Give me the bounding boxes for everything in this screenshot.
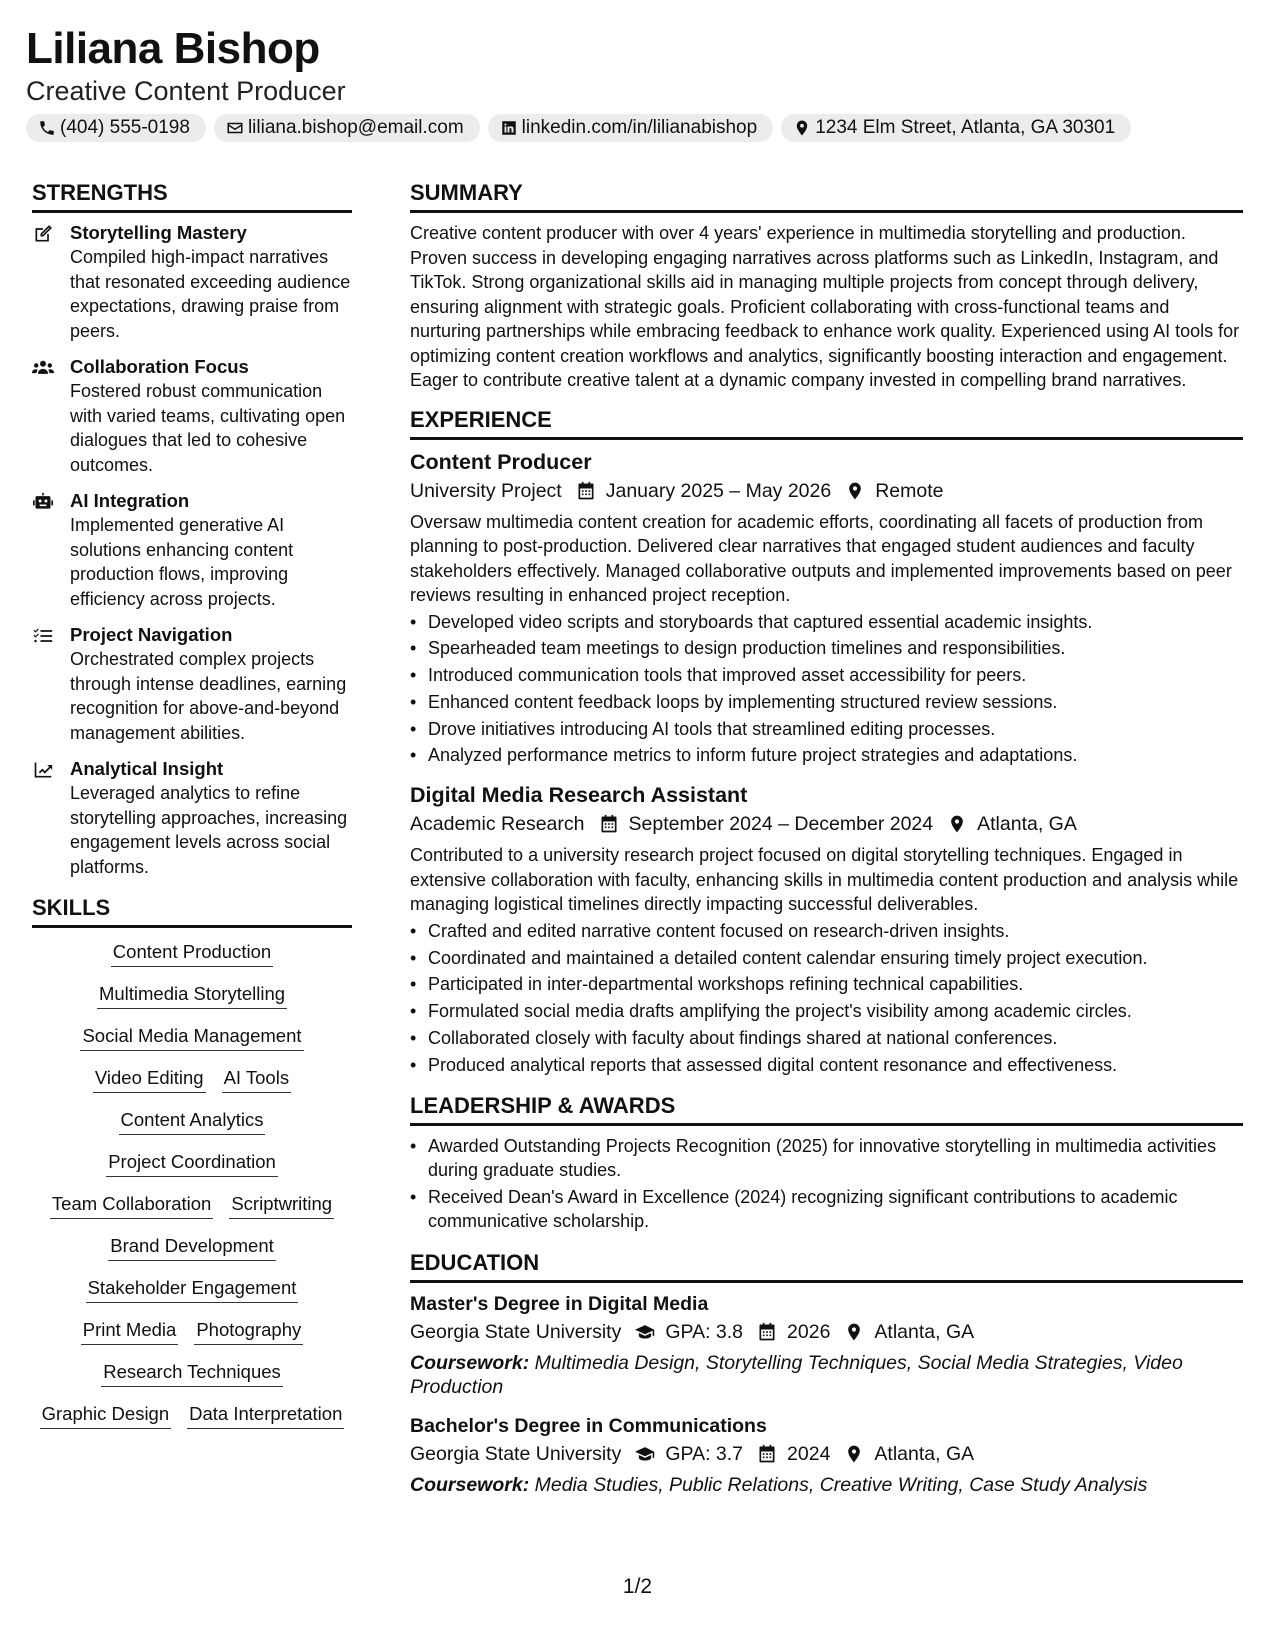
job-meta [410,809,1243,839]
users-icon [32,358,54,378]
strength-desc: Compiled high-impact narratives that resonated exceeding audience expectations, drawing praise from peers. [70,247,351,341]
right-column [410,178,1243,1511]
edit-icon [32,224,54,244]
contact-email[interactable] [214,114,480,142]
coursework-list: Media Studies, Public Relations, Creative Writing, Case Study Analysis [534,1473,1148,1496]
strength-item [32,221,352,343]
strengths-heading: STRENGTHS [32,178,352,213]
skill-tag: Research Techniques [101,1360,283,1387]
strength-desc: Implemented generative AI solutions enhancing content production flows, improving efficiency across projects. [70,515,294,609]
skill-tag: Social Media Management [80,1024,303,1051]
degree-title: Master's Degree in Digital Media [410,1292,709,1315]
strength-item [32,623,352,745]
phone-icon [38,119,56,137]
education-meta [410,1317,1243,1347]
skill-tag: AI Tools [222,1066,291,1093]
contact-linkedin-text: linkedin.com/in/lilianabishop [521,117,758,138]
calendar-icon [757,1322,777,1342]
skill-tag: Video Editing [93,1066,206,1093]
contact-email-text: liliana.bishop@email.com [247,117,464,138]
contact-phone[interactable] [26,114,206,142]
calendar-icon [599,814,619,834]
map-pin-icon [947,814,967,834]
list-item: • Drove initiatives introducing AI tools that streamlined editing processes. [410,716,1243,743]
experience-heading: EXPERIENCE [410,405,1243,440]
summary-text: Creative content producer with over 4 years' experience in multimedia storytelling and production. Proven success in developing engaging narratives across platforms such as LinkedIn, Instagram, and TikTok. Strong organizational skills aid in managing multiple projects from concept through delivery, ensuring alignment with strategic goals. Proficient collaborating with cross-functional teams and nurturing partnerships while embracing feedback to enhance work quality. Experienced using AI tools for optimizing content creation workflows and analytics, significantly boosting interaction and engagement. Eager to contribute creative talent at a dynamic company invested in compelling brand narratives. [410,223,1240,390]
coursework [410,1473,1243,1497]
graduation-cap-icon [635,1322,655,1342]
job-location: Atlanta, GA [977,813,1077,836]
robot-icon [32,492,54,512]
contact-address-text: 1234 Elm Street, Atlanta, GA 30301 [815,117,1116,138]
list-item: • Coordinated and maintained a detailed content calendar ensuring timely project execution. [410,945,1243,972]
coursework-list: Multimedia Design, Storytelling Techniques, Social Media Strategies, Video Production [410,1351,1183,1398]
job-bullets [410,918,1243,1079]
strength-title: Project Navigation [70,624,233,645]
list-item: • Analyzed performance metrics to inform future project strategies and adaptations. [410,742,1243,769]
contact-phone-text: (404) 555-0198 [60,117,190,138]
job-location: Remote [875,479,944,502]
list-item: • Received Dean's Award in Excellence (2024) recognizing significant contributions to academic communicative scholarship. [410,1185,1243,1234]
skill-tag: Content Analytics [119,1108,266,1135]
skills-heading: SKILLS [32,893,352,928]
skill-tag: Data Interpretation [187,1402,344,1429]
skill-tag: Brand Development [108,1234,276,1261]
skill-tag: Stakeholder Engagement [86,1276,299,1303]
coursework [410,1351,1243,1399]
list-item: • Participated in inter-departmental workshops refining technical capabilities. [410,971,1243,998]
school-name: Georgia State University [410,1320,622,1343]
contact-bar [26,114,1131,142]
coursework-label: Coursework: [410,1351,530,1374]
graduation-year: 2026 [787,1320,831,1343]
education-meta [410,1439,1243,1469]
skill-tag: Graphic Design [40,1402,172,1429]
job-entry [410,781,1243,1078]
awards-list [410,1134,1243,1234]
list-item: • Formulated social media drafts amplifying the project's visibility among academic circles. [410,998,1243,1025]
summary-heading: SUMMARY [410,178,1243,213]
calendar-icon [576,481,596,501]
calendar-icon [757,1444,777,1464]
education-entry [410,1291,1243,1399]
list-item: • Crafted and edited narrative content focused on research-driven insights. [410,918,1243,945]
strength-desc: Leveraged analytics to refine storytelling approaches, increasing engagement levels across social platforms. [70,783,348,877]
leadership-heading: LEADERSHIP & AWARDS [410,1091,1243,1126]
map-pin-icon [844,1322,864,1342]
list-item: • Awarded Outstanding Projects Recognition (2025) for innovative storytelling in multimedia activities during graduate studies. [410,1134,1243,1183]
list-item: • Introduced communication tools that improved asset accessibility for peers. [410,662,1243,689]
skill-tag: Scriptwriting [229,1192,334,1219]
job-entry [410,448,1243,770]
gpa: GPA: 3.8 [665,1320,744,1343]
skill-tag: Multimedia Storytelling [97,982,287,1009]
left-column [32,178,352,1444]
job-description: Contributed to a university research project focused on digital storytelling techniques. Engaged in extensive collaboration with faculty, enhancing skills in multimedia content production and analysis while managing logistical timelines directly impacting successful deliverables. [410,845,1239,915]
envelope-icon [226,119,244,137]
strength-title: Storytelling Mastery [70,222,247,243]
skill-tag: Project Coordination [106,1150,278,1177]
job-title: Digital Media Research Assistant [410,783,748,808]
list-item: • Spearheaded team meetings to design production timelines and responsibilities. [410,635,1243,662]
graduation-cap-icon [635,1444,655,1464]
degree-title: Bachelor's Degree in Communications [410,1414,767,1437]
list-item: • Produced analytical reports that assessed digital content resonance and effectiveness. [410,1052,1243,1079]
contact-linkedin[interactable] [488,114,774,142]
list-check-icon [32,626,54,646]
strength-item [32,757,352,879]
strength-title: Collaboration Focus [70,356,249,377]
strength-title: Analytical Insight [70,758,224,779]
education-entry [410,1413,1243,1497]
job-dates: January 2025 – May 2026 [605,479,832,502]
job-org: University Project [410,479,562,502]
page-number: 1/2 [622,1575,653,1598]
skill-tag: Print Media [81,1318,179,1345]
gpa: GPA: 3.7 [665,1442,744,1465]
skill-tag: Photography [194,1318,303,1345]
skills-list [32,936,352,1429]
strength-item [32,489,352,611]
linkedin-icon [500,119,518,137]
map-pin-icon [845,481,865,501]
job-meta [410,476,1243,506]
map-pin-icon [793,119,811,137]
contact-address[interactable] [781,114,1131,142]
candidate-name: Liliana Bishop [26,24,320,73]
list-item: • Enhanced content feedback loops by implementing structured review sessions. [410,689,1243,716]
graduation-year: 2024 [787,1442,831,1465]
list-item: • Collaborated closely with faculty about findings shared at national conferences. [410,1025,1243,1052]
school-location: Atlanta, GA [874,1320,975,1343]
job-bullets [410,609,1243,770]
strength-desc: Fostered robust communication with varied teams, cultivating open dialogues that led to cohesive outcomes. [70,381,346,475]
job-dates: September 2024 – December 2024 [628,813,934,836]
school-location: Atlanta, GA [874,1442,975,1465]
strength-desc: Orchestrated complex projects through intense deadlines, earning recognition for above-and-beyond management abilities. [70,649,347,743]
job-org: Academic Research [410,813,585,836]
job-title: Content Producer [410,449,592,474]
strength-title: AI Integration [70,490,190,511]
candidate-title: Creative Content Producer [26,76,346,106]
school-name: Georgia State University [410,1442,622,1465]
skill-tag: Content Production [111,940,273,967]
map-pin-icon [844,1444,864,1464]
strength-item [32,355,352,477]
education-heading: EDUCATION [410,1248,1243,1283]
skill-tag: Team Collaboration [50,1192,213,1219]
list-item: • Developed video scripts and storyboards that captured essential academic insights. [410,609,1243,636]
coursework-label: Coursework: [410,1473,530,1496]
job-description: Oversaw multimedia content creation for academic efforts, coordinating all facets of production from planning to post-production. Delivered clear narratives that engaged student audiences and faculty stakeholders effectively. Managed collaborative outputs and implemented improvements based on peer reviews resulting in enhanced project reception. [410,511,1232,605]
chart-line-icon [32,760,54,780]
